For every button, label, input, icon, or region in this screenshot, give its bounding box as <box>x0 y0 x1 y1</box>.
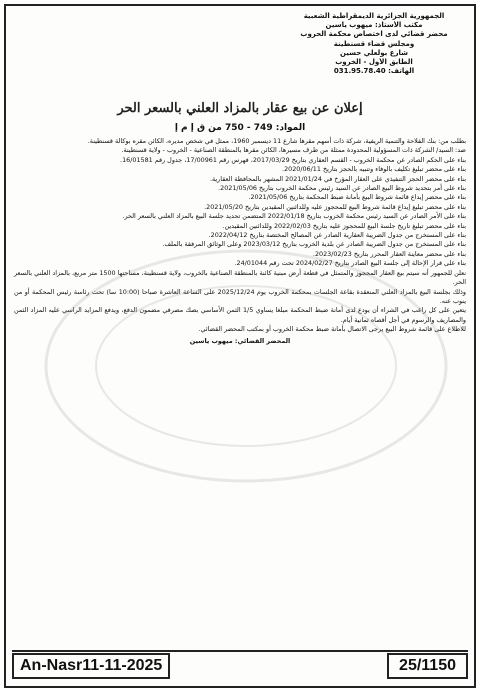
body-paragraph: ضد: السيد/ الشركة ذات المسؤولية المحدودة ممثلة من طرف مسيرها، الكائن مقرها بالمنطقة الصناعية - الخروب - ولاية قسنطينة. <box>121 146 466 155</box>
letterhead-line: شارع بولعلي حسين <box>339 48 409 57</box>
letterhead-line: الجمهورية الجزائرية الديمقراطية الشعبية <box>303 12 445 20</box>
body-paragraph: بناء على محضر معاينة العقار المحرر بتاريخ 2023/02/23. <box>312 249 466 258</box>
body-paragraph: بناء على المستخرج من جدول الضريبة الصادر عن بلدية الخروب بتاريخ 2023/03/12 وعلى الوثائق المرفقة بالملف. <box>162 240 466 249</box>
notice-title: إعلان عن بيع عقار بالمزاد العلني بالسعر الحر <box>117 101 363 116</box>
body-paragraph: نعلن للجمهور أنه سيتم بيع العقار المحجوز والمتمثل في قطعة أرض مبنية كائنة بالمنطقة الصناعية بالخروب، ولاية قسنطينة، مساحتها 1500 متر مربع، بالمزاد العلني بالسعر الحر. <box>14 268 466 287</box>
letterhead-line: الهاتف: 031.95.78.40 <box>333 67 415 76</box>
body-paragraph: للاطلاع على قائمة شروط البيع يرجى الاتصال بأمانة ضبط محكمة الخروب أو بمكتب المحضر القضائي. <box>198 325 466 334</box>
body-paragraph: بناء على قرار الإحالة إلى جلسة البيع الصادر بتاريخ 2024/02/27 تحت رقم 24/01044. <box>234 259 466 268</box>
legal-notice-page <box>4 4 476 688</box>
bailiff-signature-line: المحضر القضائي: ميهوب ياسين <box>189 336 291 345</box>
publication-footer <box>12 650 468 680</box>
body-paragraph: يتعين على كل راغب في الشراء أن يودع لدى أمانة ضبط المحكمة مبلغا يساوي 1/5 الثمن الأساسي بصك مصرفي مضمون الدفع، ويدفع المزايد الراسي عليه المزاد الثمن والمصاريف والرسوم في أجل أقصاه ثمانية أيام. <box>14 306 466 324</box>
letterhead <box>284 12 464 76</box>
body-paragraph: بطلب من: بنك الفلاحة والتنمية الريفية، شركة ذات أسهم مقرها شارع 11 ديسمبر 1960، ممثل في شخص مديره، الكائن مقره بوكالة قسنطينة. <box>87 137 466 145</box>
body-paragraph: بناء على محضر إيداع قائمة شروط البيع بأمانة ضبط المحكمة بتاريخ 2021/05/06. <box>248 193 466 202</box>
body-paragraph: بناء على محضر الحجز التنفيذي على العقار المؤرخ في 2021/01/24 المشهر بالمحافظة العقارية. <box>209 174 466 183</box>
body-paragraph: بناء على المستخرج من جدول الضريبة العقارية الصادر عن المصالح المختصة بتاريخ 2022/04/12. <box>208 231 466 240</box>
notice-legal-reference: المواد: 749 - 750 من ق إ م إ <box>174 123 306 133</box>
publication-code: An-Nasr11-11-2025 <box>12 653 170 679</box>
letterhead-line: ومجلس قضاء قسنطينة <box>333 39 415 48</box>
body-paragraph: وذلك بجلسة البيع بالمزاد العلني المنعقدة بقاعة الجلسات بمحكمة الخروب يوم 2025/12/24 على الساعة العاشرة صباحا (10:00 سا) تحت رئاسة رئيس المحكمة أو من ينوب عنه. <box>14 287 466 305</box>
notice-number: 25/1150 <box>387 653 468 679</box>
body-paragraph: بناء على أمر بتحديد شروط البيع الصادر عن السيد رئيس محكمة الخروب بتاريخ 2021/05/06. <box>218 184 466 193</box>
body-paragraph: بناء على محضر تبليغ تكليف بالوفاء وتنبيه بالحجز بتاريخ 2020/06/11. <box>282 165 466 174</box>
body-paragraph: بناء على محضر تبليغ تاريخ جلسة البيع للمحجوز عليه بتاريخ 2022/02/03 وللدائنين المقيدين. <box>222 221 466 230</box>
notice-body <box>14 137 466 644</box>
body-paragraph: بناء على محضر تبليغ إيداع قائمة شروط البيع للمحجوز عليه وللدائنين المقيدين بتاريخ 2021/05/20. <box>204 202 466 211</box>
letterhead-line: الطابق الأول - الخروب <box>335 58 413 67</box>
body-paragraph: بناء على الأمر الصادر عن السيد رئيس محكمة الخروب بتاريخ 2022/01/18 المتضمن تحديد جلسة البيع بالمزاد العلني بالسعر الحر. <box>122 212 466 221</box>
letterhead-line: محضر قضائي لدى اختصاص محكمة الحروب <box>300 30 448 39</box>
body-paragraph: بناء على الحكم الصادر عن محكمة الخروب - القسم العقاري بتاريخ 2017/03/29، فهرس رقم 17/00961، جدول رقم 16/01581. <box>120 155 466 164</box>
letterhead-line: مكتب الأستاذ: ميهوب ياسين <box>325 21 423 30</box>
